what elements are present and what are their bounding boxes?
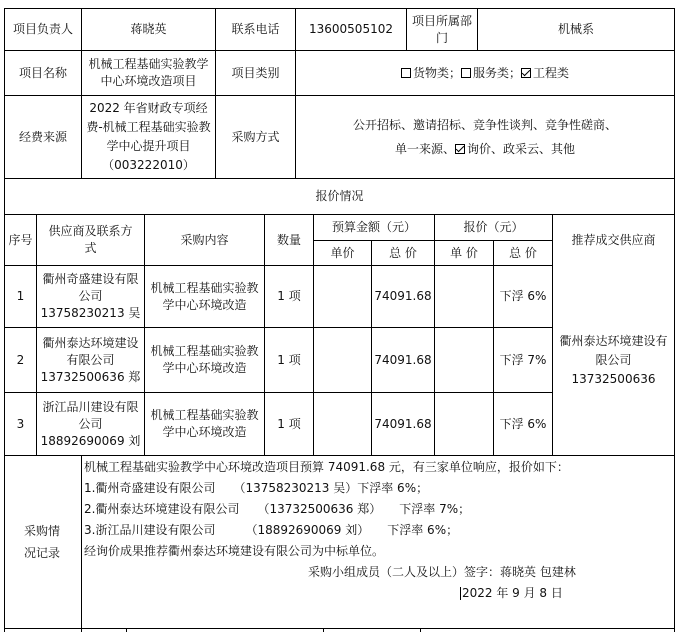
category-label: 项目类别: [231, 65, 280, 80]
dept-label: 项目所属部门: [411, 13, 472, 45]
leader-label: 项目负责人: [12, 22, 73, 36]
project-name-value: 机械工程基础实验教学中心环境改造项目: [88, 57, 209, 88]
methods-line-1: 公开招标、邀请招标、竞争性谈判、竞争性磋商、: [352, 118, 617, 132]
method-label: 采购方式: [231, 129, 280, 144]
leader-value: 蒋晓英: [130, 22, 167, 36]
checkbox-icon: [461, 68, 471, 78]
funding-value: 2022 年省财政专项经费-机械工程基础实验教学中心提升项目（003222010）: [86, 101, 211, 172]
category-goods[interactable]: 货物类；: [401, 65, 461, 82]
row-price-unit: [435, 266, 493, 327]
row-supplier: 浙江品川建设有限公司18892690069 刘: [40, 399, 141, 448]
method-options: [296, 96, 674, 178]
recommended-supplier: 衢州泰达环境建设有限公司13732500636: [559, 334, 668, 386]
row-price-total: 下浮 6%: [499, 416, 547, 431]
record-date-row: [84, 583, 672, 604]
checkbox-icon: [401, 68, 411, 78]
row-content: 机械工程基础实验教学中心环境改造: [150, 344, 259, 375]
row-qty: 1 项: [277, 352, 301, 367]
col-qty: 数量: [276, 232, 301, 247]
record-line: 经询价成果推荐衢州泰达环境建设有限公司为中标单位。: [84, 544, 385, 558]
row-no: 3: [16, 416, 25, 431]
record-line: 1.衢州奇盛建设有限公司 （13758230213 吴）下浮率 6%；: [84, 481, 429, 495]
row-budget-unit: [314, 393, 371, 455]
methods-line-2: 单一来源、 询价、政采云、其他: [394, 142, 576, 156]
row-price-unit: [435, 328, 493, 392]
col-supplier: 供应商及联系方式: [48, 224, 133, 255]
checked-checkbox-icon[interactable]: [455, 144, 465, 154]
category-options: [296, 51, 674, 95]
funding-label: 经费来源: [18, 129, 67, 144]
record-line: 3.浙江品川建设有限公司 （18892690069 刘） 下浮率 6%；: [84, 523, 459, 537]
dept-value: 机械系: [557, 22, 594, 36]
phone-value: 13600505102: [309, 22, 393, 36]
checked-checkbox-icon: [521, 68, 531, 78]
row-no: 2: [16, 352, 25, 367]
row-content: 机械工程基础实验教学中心环境改造: [150, 408, 259, 439]
col-budget-total: 总 价: [389, 245, 417, 260]
row-supplier: 衢州泰达环境建设有限公司13732500636 郑: [40, 335, 141, 384]
category-engineering[interactable]: 工程类: [521, 65, 569, 82]
record-signature: 采购小组成员（二人及以上）签字：蒋晓英 包建林: [308, 565, 576, 579]
category-services[interactable]: 服务类；: [461, 65, 521, 82]
row-budget-total: 74091.68: [374, 416, 432, 431]
phone-label: 联系电话: [231, 22, 280, 36]
row-budget-unit: [314, 328, 371, 392]
row-budget-unit: [314, 266, 371, 327]
quote-section-title: 报价情况: [315, 189, 364, 203]
col-content: 采购内容: [180, 232, 229, 247]
col-recommend: 推荐成交供应商: [571, 232, 656, 247]
row-budget-total: 74091.68: [374, 289, 432, 303]
row-qty: 1 项: [277, 416, 301, 431]
col-price: 报价（元）: [463, 220, 524, 234]
col-price-total: 总 价: [509, 245, 537, 260]
row-budget-total: 74091.68: [374, 352, 432, 367]
row-content: 机械工程基础实验教学中心环境改造: [150, 280, 259, 312]
record-content: [84, 457, 672, 604]
col-price-unit: 单 价: [450, 245, 478, 260]
col-no: 序号: [8, 232, 33, 247]
col-budget-unit: 单价: [330, 245, 355, 260]
row-supplier: 衢州奇盛建设有限公司13758230213 吴: [40, 272, 141, 320]
row-price-total: 下浮 7%: [499, 352, 547, 367]
row-qty: 1 项: [277, 289, 301, 303]
col-budget: 预算金额（元）: [331, 220, 416, 234]
record-date: 2022 年 9 月 8 日: [462, 586, 563, 600]
text-cursor: [460, 587, 461, 600]
row-price-unit: [435, 393, 493, 455]
record-line: 2.衢州泰达环境建设有限公司 （13732500636 郑） 下浮率 7%；: [84, 502, 471, 516]
row-price-total: 下浮 6%: [499, 289, 547, 303]
record-line: 机械工程基础实验教学中心环境改造项目预算 74091.68 元，有三家单位响应，报价如下：: [84, 460, 569, 474]
project-name-label: 项目名称: [18, 65, 67, 80]
record-label: 采购情况记录: [23, 524, 60, 560]
row-no: 1: [16, 289, 25, 303]
